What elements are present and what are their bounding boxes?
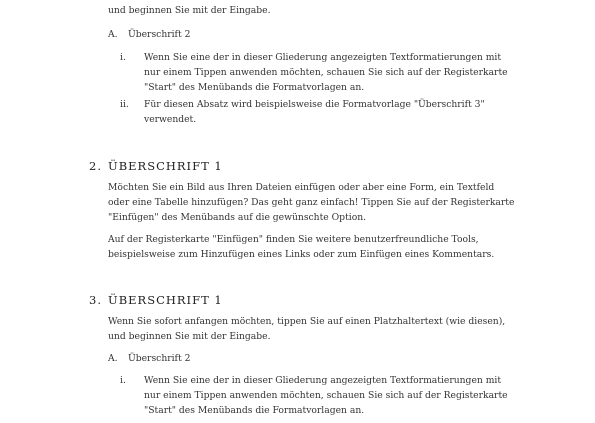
paragraph-insert-tools: Auf der Registerkarte "Einfügen" finden Sie weitere benutzerfreundliche Tools, beispielsweise zum Hinzufügen eines Links oder zum Einfügen eines Kommentars.: [108, 234, 495, 260]
heading-2-title: Überschrift 2: [128, 353, 191, 364]
heading-2-a: [108, 29, 190, 40]
list-number: i.: [120, 52, 126, 63]
list-text: Wenn Sie eine der in dieser Gliederung angezeigten Textformatierungen mit nur einem Tippen anwenden möchten, schauen Sie sich auf der Registerkarte "Start" des Menübands die Formatvorlagen an.: [144, 52, 508, 93]
list-number: i.: [120, 375, 126, 386]
heading-2-number: A.: [108, 353, 118, 364]
heading-1-title: ÜBERSCHRIFT 1: [108, 159, 223, 173]
heading-1-section-3: [89, 293, 223, 307]
heading-2-title: Überschrift 2: [128, 29, 191, 40]
paragraph-intro: und beginnen Sie mit der Eingabe.: [108, 5, 271, 16]
heading-1-title: ÜBERSCHRIFT 1: [108, 293, 223, 307]
list-number: ii.: [120, 99, 129, 110]
heading-2-a-section-3: [108, 353, 190, 364]
heading-2-number: A.: [108, 29, 118, 40]
heading-1-number: 2.: [89, 159, 102, 173]
list-item-i: [120, 50, 520, 95]
list-item-ii: [120, 97, 520, 127]
heading-1-section-2: [89, 159, 223, 173]
list-item-i-section-3: [120, 373, 520, 418]
paragraph-placeholder: Wenn Sie sofort anfangen möchten, tippen Sie auf einen Platzhaltertext (wie diesen), und beginnen Sie mit der Eingabe.: [108, 316, 506, 342]
list-text: Wenn Sie eine der in dieser Gliederung angezeigten Textformatierungen mit nur einem Tippen anwenden möchten, schauen Sie sich auf der Registerkarte "Start" des Menübands die Formatvorlagen an.: [144, 375, 508, 416]
paragraph-insert-image: Möchten Sie ein Bild aus Ihren Dateien einfügen oder aber eine Form, ein Textfeld oder eine Tabelle hinzufügen? Das geht ganz einfach! Tippen Sie auf der Registerkarte "Einfügen" des Menübands auf die gewünschte Option.: [108, 182, 515, 223]
heading-1-number: 3.: [89, 293, 102, 307]
list-text: Für diesen Absatz wird beispielsweise die Formatvorlage "Überschrift 3" verwendet.: [144, 99, 485, 125]
